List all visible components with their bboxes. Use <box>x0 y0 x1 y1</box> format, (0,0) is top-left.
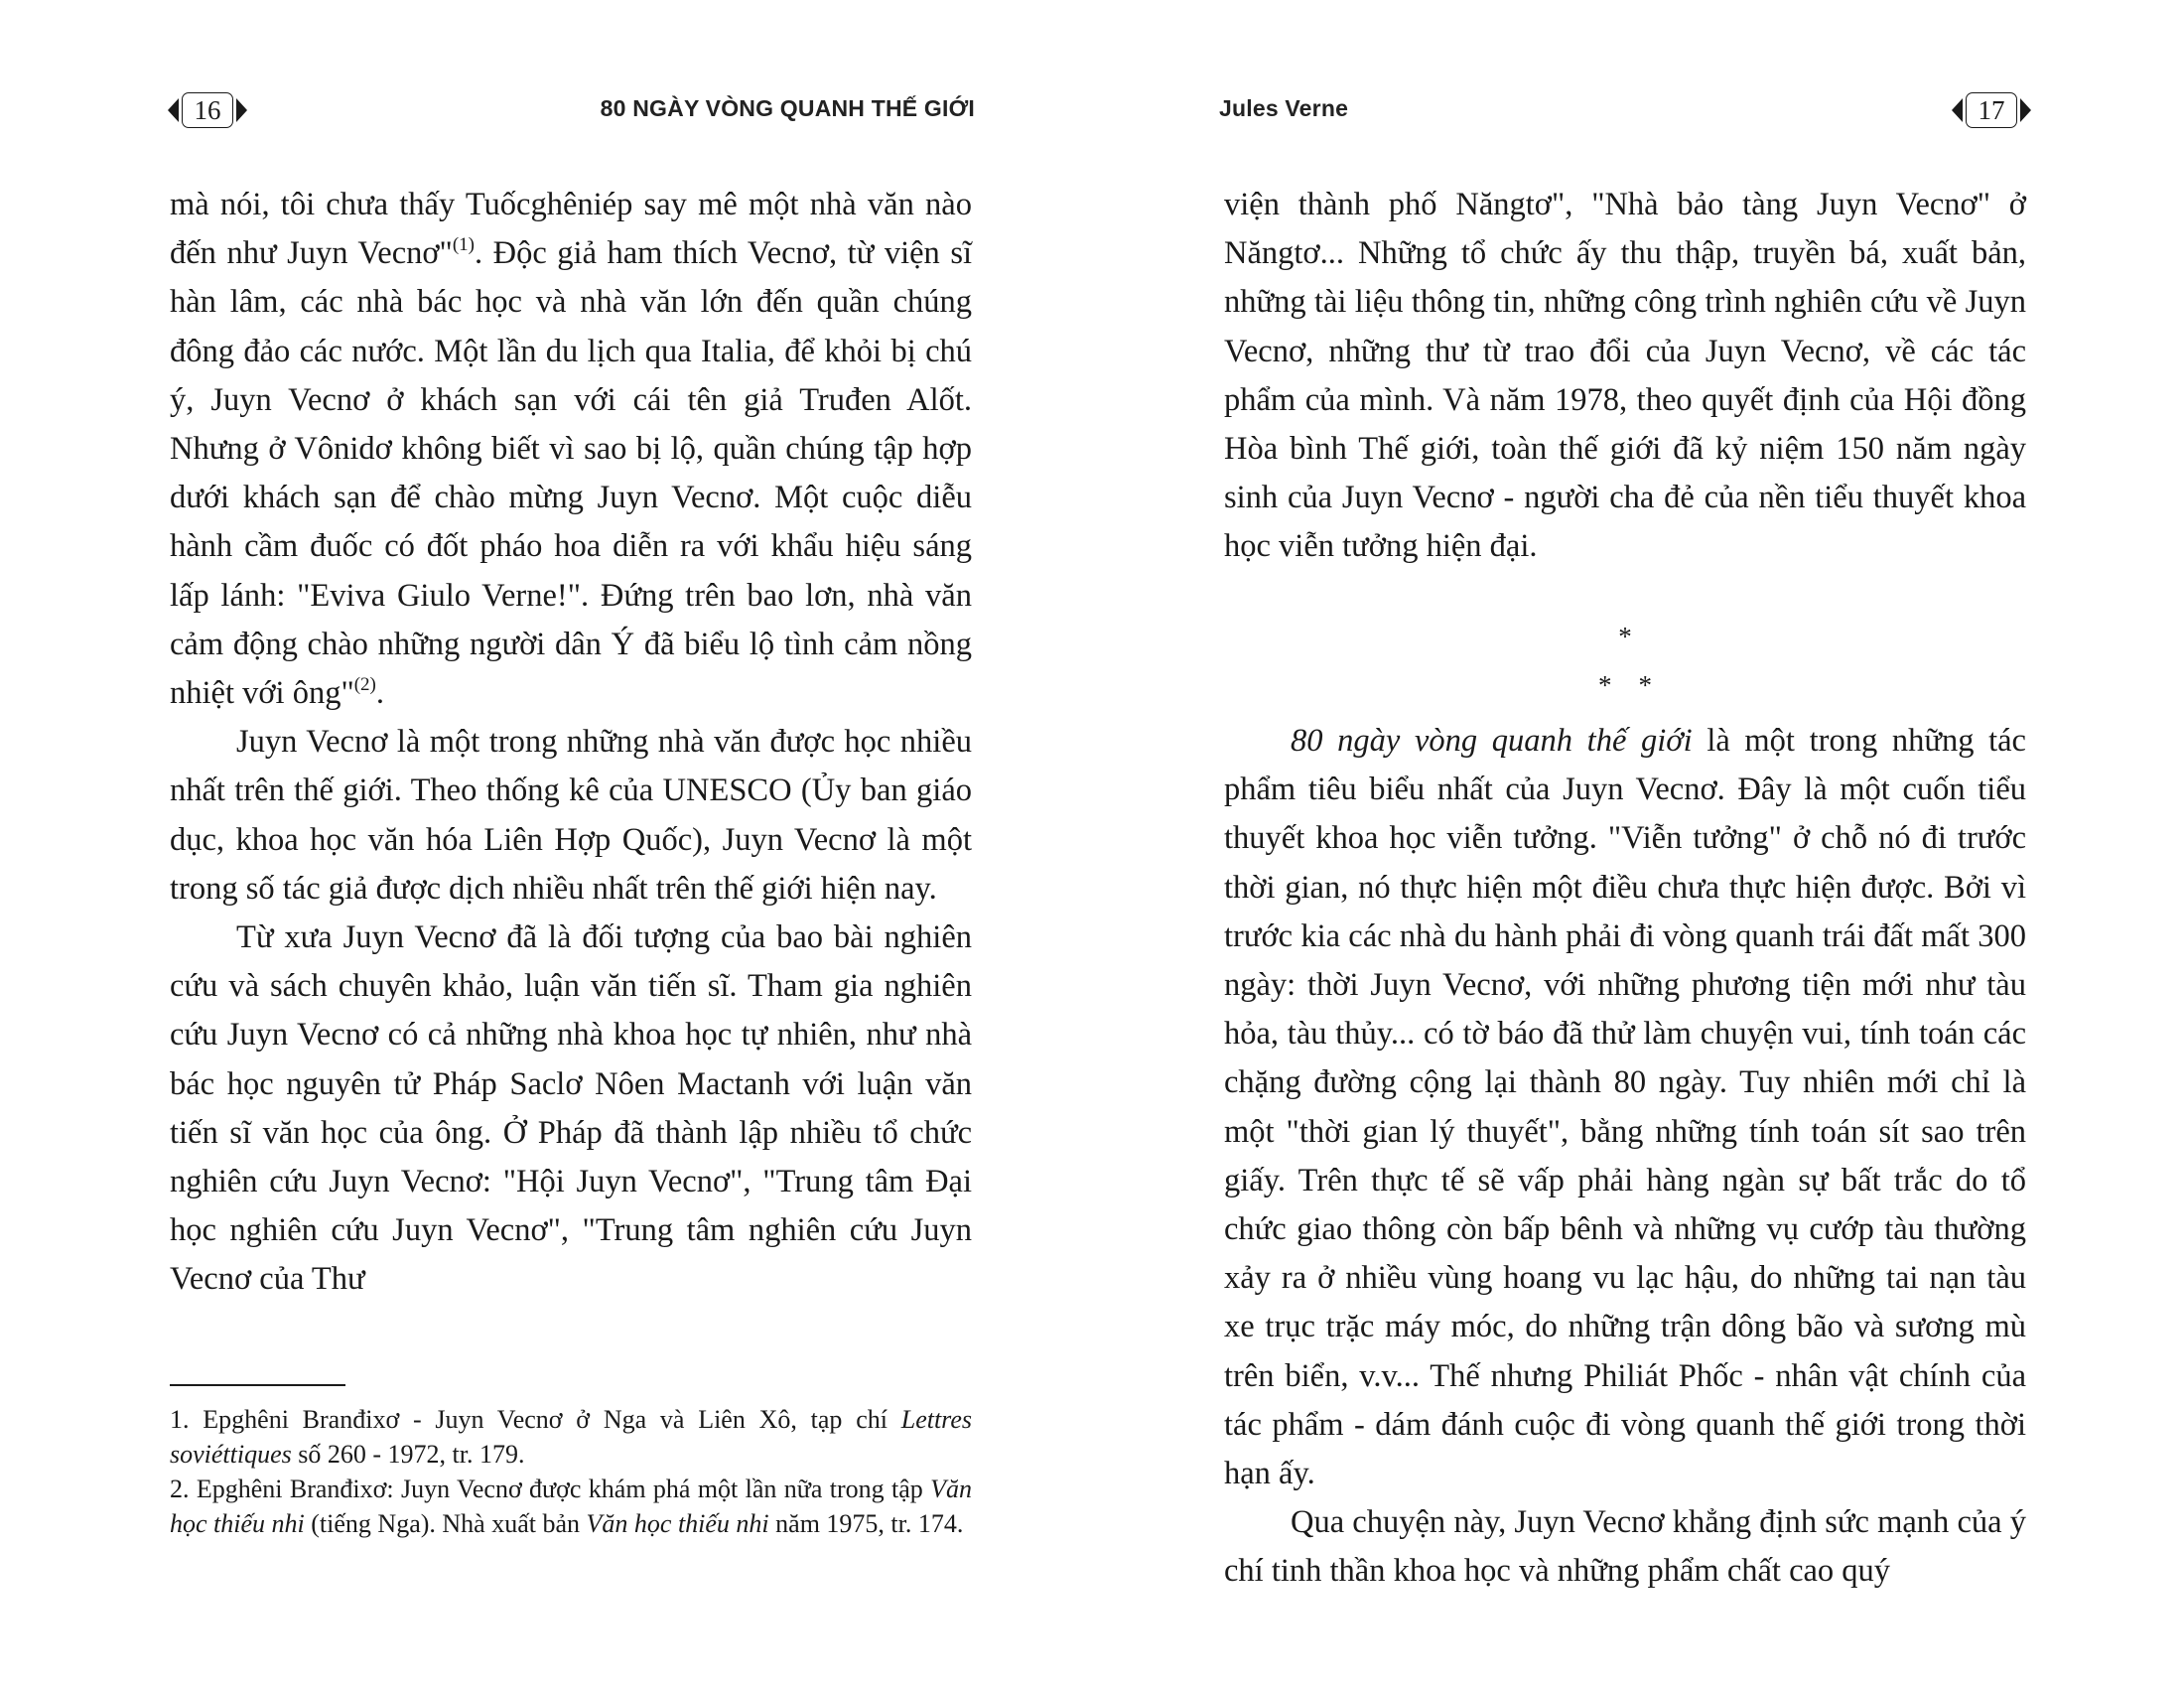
triangle-left-icon <box>1952 98 1963 122</box>
footnote-ref: (2) <box>353 674 376 696</box>
paragraph: 80 ngày vòng quanh thế giới là một trong những tác phẩm tiêu biểu nhất của Juyn Vecnơ. Đây là một cuốn tiểu thuyết khoa học viễn tưởng. "Viễn tưởng" ở chỗ nó đi trước thời gian, nó thực hiện một điều chưa thực hiện được. Bởi vì trước kia các nhà du hành phải đi vòng quanh trái đất mất 300 ngày: thời Juyn Vecnơ, với những phương tiện mới như tàu hỏa, tàu thủy... có tờ báo đã thử làm chuyện vui, tính toán các chặng đường cộng lại thành 80 ngày. Tuy nhiên mới chỉ là một "thời gian lý thuyết", bằng những tính toán sít sao trên giấy. Trên thực tế sẽ vấp phải hàng ngàn sự bất trắc do tổ chức giao thông còn bấp bênh và những vụ cướp tàu thường xảy ra ở nhiều vùng hoang vu lạc hậu, do những tai nạn tàu xe trục trặc máy móc, do những trận dông bão và sương mù trên biển, v.v... Thế nhưng Philiát Phốc - nhân vật chính của tác phẩm - dám đánh cuộc đi vòng quanh thế giới trong thời hạn ấy. <box>1224 723 2026 1492</box>
paragraph: Qua chuyện này, Juyn Vecnơ khẳng định sức mạnh của ý chí tinh thần khoa học và những phẩm chất cao quý <box>1224 1504 2026 1590</box>
footnotes <box>170 1402 972 1541</box>
section-break-top: * <box>1618 622 1632 651</box>
right-body-text <box>1224 181 2026 572</box>
footnote-ref: (1) <box>452 234 475 256</box>
right-body-text-2 <box>1224 717 2026 1597</box>
footnote-2: 2. Epghêni Branđixơ: Juyn Vecnơ được khám phá một lần nữa trong tập Văn học thiếu nhi (tiếng Nga). Nhà xuất bản Văn học thiếu nhi năm 1975, tr. 174. <box>170 1475 972 1538</box>
page-number-left <box>168 92 247 128</box>
paragraph: viện thành phố Năngtơ", "Nhà bảo tàng Juyn Vecnơ" ở Năngtơ... Những tổ chức ấy thu thập, truyền bá, xuất bản, những tài liệu thông tin, những công trình nghiên cứu về Juyn Vecnơ, những thư từ trao đổi của Juyn Vecnơ, về các tác phẩm của mình. Và năm 1978, theo quyết định của Hội đồng Hòa bình Thế giới, toàn thế giới đã kỷ niệm 150 năm ngày sinh của Juyn Vecnơ - người cha đẻ của nền tiểu thuyết khoa học viễn tưởng hiện đại. <box>1224 187 2026 565</box>
left-body-text <box>170 181 972 1305</box>
triangle-right-icon <box>2020 98 2031 122</box>
triangle-right-icon <box>236 98 247 122</box>
paragraph: mà nói, tôi chưa thấy Tuốcghêniép say mê một nhà văn nào đến như Juyn Vecnơ"$^{(1)}$. Độc giả ham thích Vecnơ, từ viện sĩ hàn lâm, các nhà bác học và nhà văn lớn đến quần chúng đông đảo các nước. Một lần du lịch qua Italia, để khỏi bị chú ý, Juyn Vecnơ ở khách sạn với cái tên giả Truđen Alốt. Nhưng ở Vônidơ không biết vì sao bị lộ, quần chúng tập hợp dưới khách sạn để chào mừng Juyn Vecnơ. Một cuộc diễu hành cầm đuốc có đốt pháo hoa diễn ra với khẩu hiệu sáng lấp lánh: "Eviva Giulo Verne!". Đứng trên bao lơn, nhà văn cảm động chào những người dân Ý đã biểu lộ tình cảm nồng nhiệt với ông"$^{(2)}$. <box>170 187 972 712</box>
footnote-1: 1. Epghêni Branđixơ - Juyn Vecnơ ở Nga và Liên Xô, tạp chí Lettres soviéttiques số 260 - 1972, tr. 179. <box>170 1405 972 1469</box>
paragraph: Từ xưa Juyn Vecnơ đã là đối tượng của bao bài nghiên cứu và sách chuyên khảo, luận văn tiến sĩ. Tham gia nghiên cứu Juyn Vecnơ có cả những nhà khoa học tự nhiên, như nhà bác học nguyên tử Pháp Saclơ Nôen Mactanh với luận văn tiến sĩ văn học của ông. Ở Pháp đã thành lập nhiều tổ chức nghiên cứu Juyn Vecnơ: "Hội Juyn Vecnơ", "Trung tâm Đại học nghiên cứu Juyn Vecnơ", "Trung tâm nghiên cứu Juyn Vecnơ của Thư <box>170 919 972 1298</box>
section-break-bottom: * * <box>1598 670 1652 700</box>
triangle-left-icon <box>168 98 179 122</box>
footnote-divider <box>170 1384 345 1386</box>
right-page <box>1092 0 2184 1688</box>
paragraph: Juyn Vecnơ là một trong những nhà văn được học nhiều nhất trên thế giới. Theo thống kê của UNESCO (Ủy ban giáo dục, khoa học văn hóa Liên Hợp Quốc), Juyn Vecnơ là một trong số tác giả được dịch nhiều nhất trên thế giới hiện nay. <box>170 724 972 907</box>
page-number-right <box>1952 92 2031 128</box>
running-head-author: Jules Verne <box>1219 95 1349 121</box>
book-title: 80 ngày vòng quanh thế giới <box>1291 723 1693 759</box>
page-number-box: 16 <box>182 92 233 128</box>
page-number-box: 17 <box>1966 92 2017 128</box>
running-head-title: 80 NGÀY VÒNG QUANH THẾ GIỚI <box>600 95 975 121</box>
